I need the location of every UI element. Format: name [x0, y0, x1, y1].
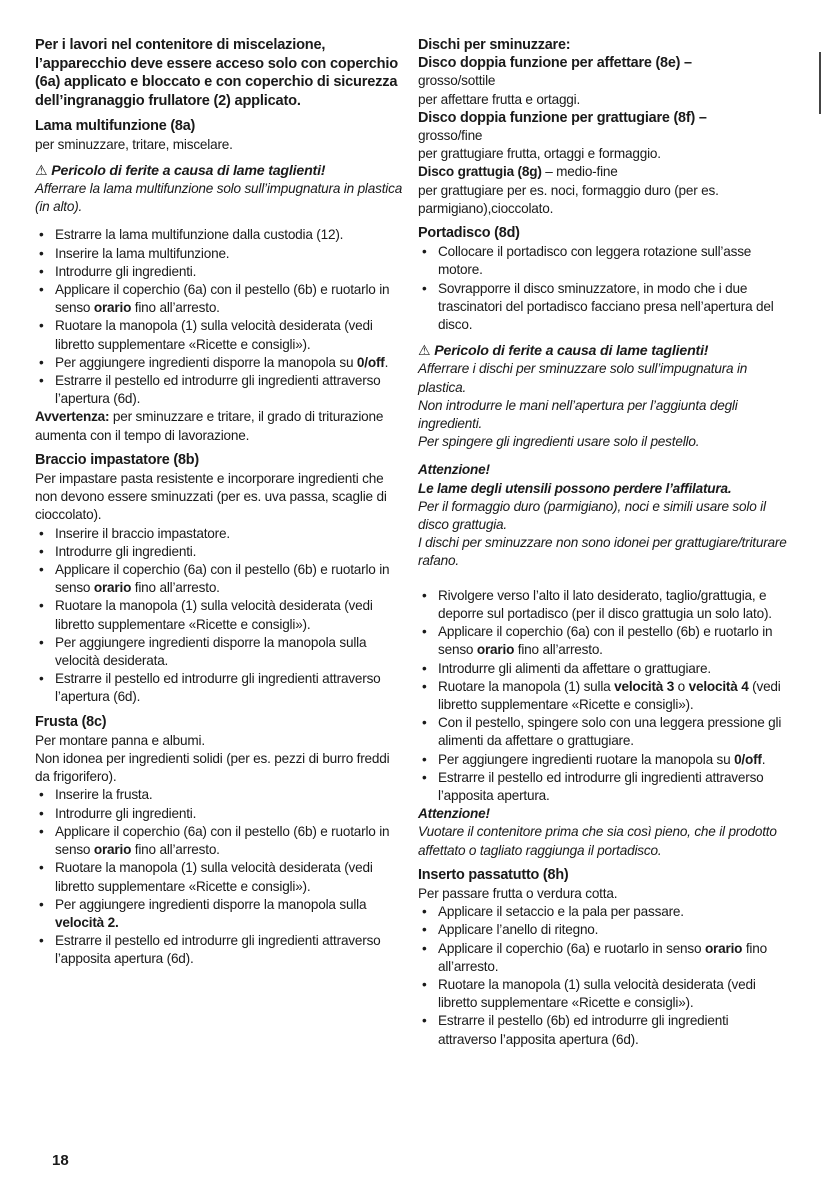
lama-steps	[35, 226, 407, 408]
note	[35, 408, 407, 444]
list-item: • Applicare il coperchio (6a) con il pestello (6b) e ruotarlo in senso orario fino all’arresto.	[35, 823, 407, 859]
list-item: • Introdurre gli ingredienti.	[35, 543, 407, 561]
warning-title	[418, 342, 790, 360]
warning-text: Afferrare la lama multifunzione solo sull’impugnatura in plastica (in alto).	[35, 180, 403, 215]
disco-grattugiare-sub: grosso/fine	[418, 128, 483, 144]
attention-text-2: Vuotare il contenitore prima che sia così pieno, che il prodotto affettato o tagliato raggiunga il portadisco.	[418, 824, 777, 858]
disco-grattugiare-title: Disco doppia funzione per grattugiare (8f) –	[418, 109, 707, 126]
passatutto-steps	[418, 903, 790, 1049]
frusta-description-2: Non idonea per ingredienti solidi (per es. pezzi di burro freddi da frigorifero).	[35, 751, 390, 785]
list-item: • Per aggiungere ingredienti disporre la manopola sulla velocità 2.	[35, 896, 407, 932]
disco-affettare-title: Disco doppia funzione per affettare (8e) –	[418, 55, 692, 72]
section-title-lama: Lama multifunzione (8a)	[35, 118, 196, 135]
list-item: • Per aggiungere ingredienti disporre la manopola sulla velocità desiderata.	[35, 634, 407, 670]
list-item: • Estrarre il pestello ed introdurre gli ingredienti attraverso l’apertura (6d).	[35, 372, 407, 408]
text-line: I dischi per sminuzzare non sono idonei per grattugiare/triturare rafano.	[418, 535, 787, 569]
list-item: • Inserire il braccio impastatore.	[35, 525, 407, 543]
list-item: • Introdurre gli ingredienti.	[35, 263, 407, 281]
text-line: Per spingere gli ingredienti usare solo il pestello.	[418, 434, 700, 450]
disco-affettare-desc: per affettare frutta e ortaggi.	[418, 91, 581, 107]
list-item: • Ruotare la manopola (1) sulla velocità desiderata (vedi libretto supplementare «Ricette e consigli»).	[35, 859, 407, 895]
text-line: Non introdurre le mani nell’apertura per l’aggiunta degli ingredienti.	[418, 397, 738, 432]
braccio-description: Per impastare pasta resistente e incorporare ingredienti che non devono essere sminuzzati (per es. uva passa, scaglie di cioccolato).	[35, 471, 387, 523]
braccio-steps	[35, 525, 407, 707]
disc-steps	[418, 587, 790, 805]
disco-grattugia-sub: – medio-fine	[541, 164, 618, 180]
list-item: • Estrarre la lama multifunzione dalla custodia (12).	[35, 226, 407, 244]
list-item: • Applicare il coperchio (6a) con il pestello (6b) e ruotarlo in senso orario fino all’arresto.	[35, 281, 407, 317]
list-item: • Con il pestello, spingere solo con una leggera pressione gli alimenti da affettare o grattugiare.	[418, 714, 790, 750]
intro-safety-note: Per i lavori nel contenitore di miscelazione, l’apparecchio deve essere acceso solo con coperchio (6a) applicato e bloccato e con coperchio di sicurezza dell’ingranaggio frullatore (2) applicato.	[35, 37, 398, 109]
attention-subtitle: Le lame degli utensili possono perdere l’affilatura.	[418, 480, 732, 496]
lama-description: per sminuzzare, tritare, miscelare.	[35, 136, 233, 152]
warning-title	[35, 162, 407, 180]
portadisco-steps	[418, 243, 790, 334]
left-column	[35, 36, 407, 969]
frusta-description-1: Per montare panna e albumi.	[35, 732, 205, 748]
list-item: • Ruotare la manopola (1) sulla velocità desiderata (vedi libretto supplementare «Ricette e consigli»).	[35, 317, 407, 353]
frusta-steps	[35, 786, 407, 968]
list-item: • Introdurre gli ingredienti.	[35, 805, 407, 823]
list-item: • Estrarre il pestello (6b) ed introdurre gli ingredienti attraverso l’apposita apertura (6d).	[418, 1012, 790, 1048]
section-title-portadisco: Portadisco (8d)	[418, 225, 520, 242]
list-item: • Applicare il coperchio (6a) e ruotarlo in senso orario fino all’arresto.	[418, 940, 790, 976]
list-item: • Sovrapporre il disco sminuzzatore, in modo che i due trascinatori del portadisco facciano presa nell’apertura del disco.	[418, 280, 790, 335]
attention-title-2: Attenzione!	[418, 806, 490, 822]
list-item: • Ruotare la manopola (1) sulla velocità 3 o velocità 4 (vedi libretto supplementare «Ricette e consigli»).	[418, 678, 790, 714]
scan-edge-mark	[819, 52, 821, 114]
list-item: • Introdurre gli alimenti da affettare o grattugiare.	[418, 660, 790, 678]
disco-grattugia-desc: per grattugiare per es. noci, formaggio duro (per es. parmigiano),cioccolato.	[418, 182, 719, 216]
note-text: per sminuzzare e tritare, il grado di triturazione aumenta con il tempo di lavorazione.	[35, 409, 384, 443]
right-column	[418, 36, 790, 1049]
list-item: • Estrarre il pestello ed introdurre gli ingredienti attraverso l’apposita apertura (6d).	[35, 932, 407, 968]
disco-grattugia-title: Disco grattugia (8g)	[418, 164, 542, 180]
list-item: • Rivolgere verso l’alto il lato desiderato, taglio/grattugia, e deporre sul portadisco (per il disco grattugia un solo lato).	[418, 587, 790, 623]
section-title-dischi: Dischi per sminuzzare:	[418, 37, 571, 53]
section-title-braccio: Braccio impastatore (8b)	[35, 451, 199, 468]
warning-title-text: Pericolo di ferite a causa di lame taglienti!	[51, 162, 326, 179]
list-item: • Applicare il setaccio e la pala per passare.	[418, 903, 790, 921]
list-item: • Inserire la lama multifunzione.	[35, 245, 407, 263]
warning-triangle-icon: ⚠	[418, 343, 431, 360]
list-item: • Per aggiungere ingredienti disporre la manopola su 0/off.	[35, 354, 407, 372]
disco-grattugia-line	[418, 163, 790, 181]
list-item: • Per aggiungere ingredienti ruotare la manopola su 0/off.	[418, 751, 790, 769]
note-label: Avvertenza:	[35, 409, 110, 425]
attention-title: Attenzione!	[418, 462, 490, 478]
list-item: • Inserire la frusta.	[35, 786, 407, 804]
text-line: Per il formaggio duro (parmigiano), noci e simili usare solo il disco grattugia.	[418, 498, 766, 533]
section-title-frusta: Frusta (8c)	[35, 713, 107, 730]
passatutto-description: Per passare frutta o verdura cotta.	[418, 885, 618, 901]
list-item: • Collocare il portadisco con leggera rotazione sull’asse motore.	[418, 243, 790, 279]
list-item: • Applicare l’anello di ritegno.	[418, 921, 790, 939]
disco-grattugiare-desc: per grattugiare frutta, ortaggi e formaggio.	[418, 146, 661, 162]
list-item: • Applicare il coperchio (6a) con il pestello (6b) e ruotarlo in senso orario fino all’arresto.	[35, 561, 407, 597]
text-line: Afferrare i dischi per sminuzzare solo sull’impugnatura in plastica.	[418, 361, 748, 395]
warning-triangle-icon: ⚠	[35, 162, 48, 179]
list-item: • Estrarre il pestello ed introdurre gli ingredienti attraverso l’apertura (6d).	[35, 670, 407, 706]
page-number: 18	[52, 1152, 69, 1169]
attention-lines	[418, 498, 790, 571]
list-item: • Estrarre il pestello ed introdurre gli ingredienti attraverso l’apposita apertura.	[418, 769, 790, 805]
section-title-passatutto: Inserto passatutto (8h)	[418, 866, 569, 883]
warning-title-text: Pericolo di ferite a causa di lame taglienti!	[434, 343, 709, 360]
warning-lines	[418, 360, 790, 451]
list-item: • Ruotare la manopola (1) sulla velocità desiderata (vedi libretto supplementare «Ricette e consigli»).	[35, 597, 407, 633]
disco-affettare-sub: grosso/sottile	[418, 73, 496, 89]
list-item: • Ruotare la manopola (1) sulla velocità desiderata (vedi libretto supplementare «Ricette e consigli»).	[418, 976, 790, 1012]
list-item: • Applicare il coperchio (6a) con il pestello (6b) e ruotarlo in senso orario fino all’arresto.	[418, 623, 790, 659]
